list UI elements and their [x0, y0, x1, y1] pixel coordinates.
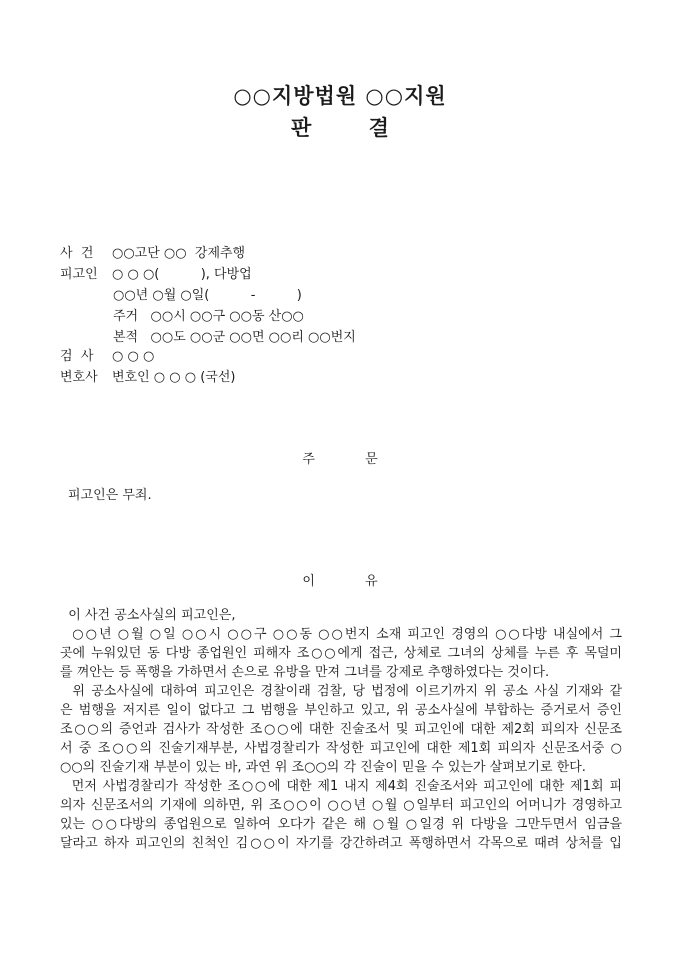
court-name: ○○지방법원 ○○지원 — [233, 83, 447, 108]
reasons-line: 있는 ○○다방의 종업원으로 일하여 오다가 같은 해 ○월 ○일경 위 다방을 그만두면서 임금을 — [60, 817, 622, 832]
counsel-label: 변호사 — [60, 370, 98, 385]
reasons-line: 은 범행을 저지른 일이 없다고 그 범행을 부인하고 있고, 위 공소사실에 부합하는 증거로서 증인 — [60, 703, 622, 718]
prosecutor-row — [60, 349, 154, 365]
reasons-line: 달라고 하자 피고인의 친척인 김○○이 자기를 강간하려고 폭행하면서 각목으로 때려 상처를 입 — [60, 836, 622, 851]
case-value: ○○고단 ○○ 강제추행 — [112, 246, 246, 261]
order-text: 피고인은 무죄. — [68, 488, 152, 503]
defendant-birth: ○○년 ○월 ○일( - ) — [113, 288, 302, 303]
defendant-label: 피고인 — [60, 267, 98, 282]
reasons-line: 의자 신문조서의 기재에 의하면, 위 조○○이 ○○년 ○월 ○일부터 피고인의 어머니가 경영하고 — [60, 798, 622, 813]
reasons-line: 먼저 사법경찰리가 작성한 조○○에 대한 제1 내지 제4회 진술조서와 피고인에 대한 제1회 피 — [60, 779, 622, 794]
reasons-heading: 이 유 — [302, 574, 378, 589]
reasons-line: 서 중 조○○의 진술기재부분, 사법경찰리가 작성한 피고인에 대한 제1회 피의자 신문조서중 ○ — [60, 741, 622, 756]
counsel-value: 변호인 ○ ○ ○ (국선) — [112, 370, 236, 385]
defendant-name: ○ ○ ○( ), 다방업 — [112, 267, 252, 282]
document-type-title: 판 결 — [291, 115, 389, 140]
reasons-line: ○○의 진술기재 부분이 있는 바, 과연 위 조○○의 각 진술이 믿을 수 있는가 살펴보기로 한다. — [60, 760, 586, 775]
reasons-line: 곳에 누워있던 동 다방 종업원인 피해자 조○○에게 접근, 상체로 그녀의 상체를 누른 후 목덜미 — [60, 646, 622, 661]
reasons-line: 위 공소사실에 대하여 피고인은 경찰이래 검찰, 당 법정에 이르기까지 위 공소 사실 기재와 같 — [60, 684, 622, 699]
defendant-row — [60, 267, 252, 283]
reasons-line: 이 사건 공소사실의 피고인은, — [60, 608, 236, 623]
prosecutor-label: 검 사 — [60, 349, 94, 364]
defendant-domicile: 본적 ○○도 ○○군 ○○면 ○○리 ○○번지 — [113, 330, 356, 345]
reasons-line: 를 껴안는 등 폭행을 가하면서 손으로 유방을 만져 그녀를 강제로 추행하였다는 것이다. — [60, 665, 550, 680]
prosecutor-value: ○ ○ ○ — [112, 349, 155, 364]
case-row — [60, 246, 245, 262]
counsel-row — [60, 370, 236, 386]
reasons-line: ○○년 ○월 ○일 ○○시 ○○구 ○○동 ○○번지 소재 피고인 경영의 ○○다방 내실에서 그 — [60, 627, 622, 642]
case-label: 사 건 — [60, 246, 94, 261]
reasons-body — [60, 606, 622, 853]
reasons-line: 조○○의 증언과 검사가 작성한 조○○에 대한 진술조서 및 피고인에 대한 제2회 피의자 신문조 — [60, 722, 622, 737]
order-heading: 주 문 — [302, 452, 378, 467]
defendant-address: 주거 ○○시 ○○구 ○○동 산○○ — [113, 309, 304, 324]
